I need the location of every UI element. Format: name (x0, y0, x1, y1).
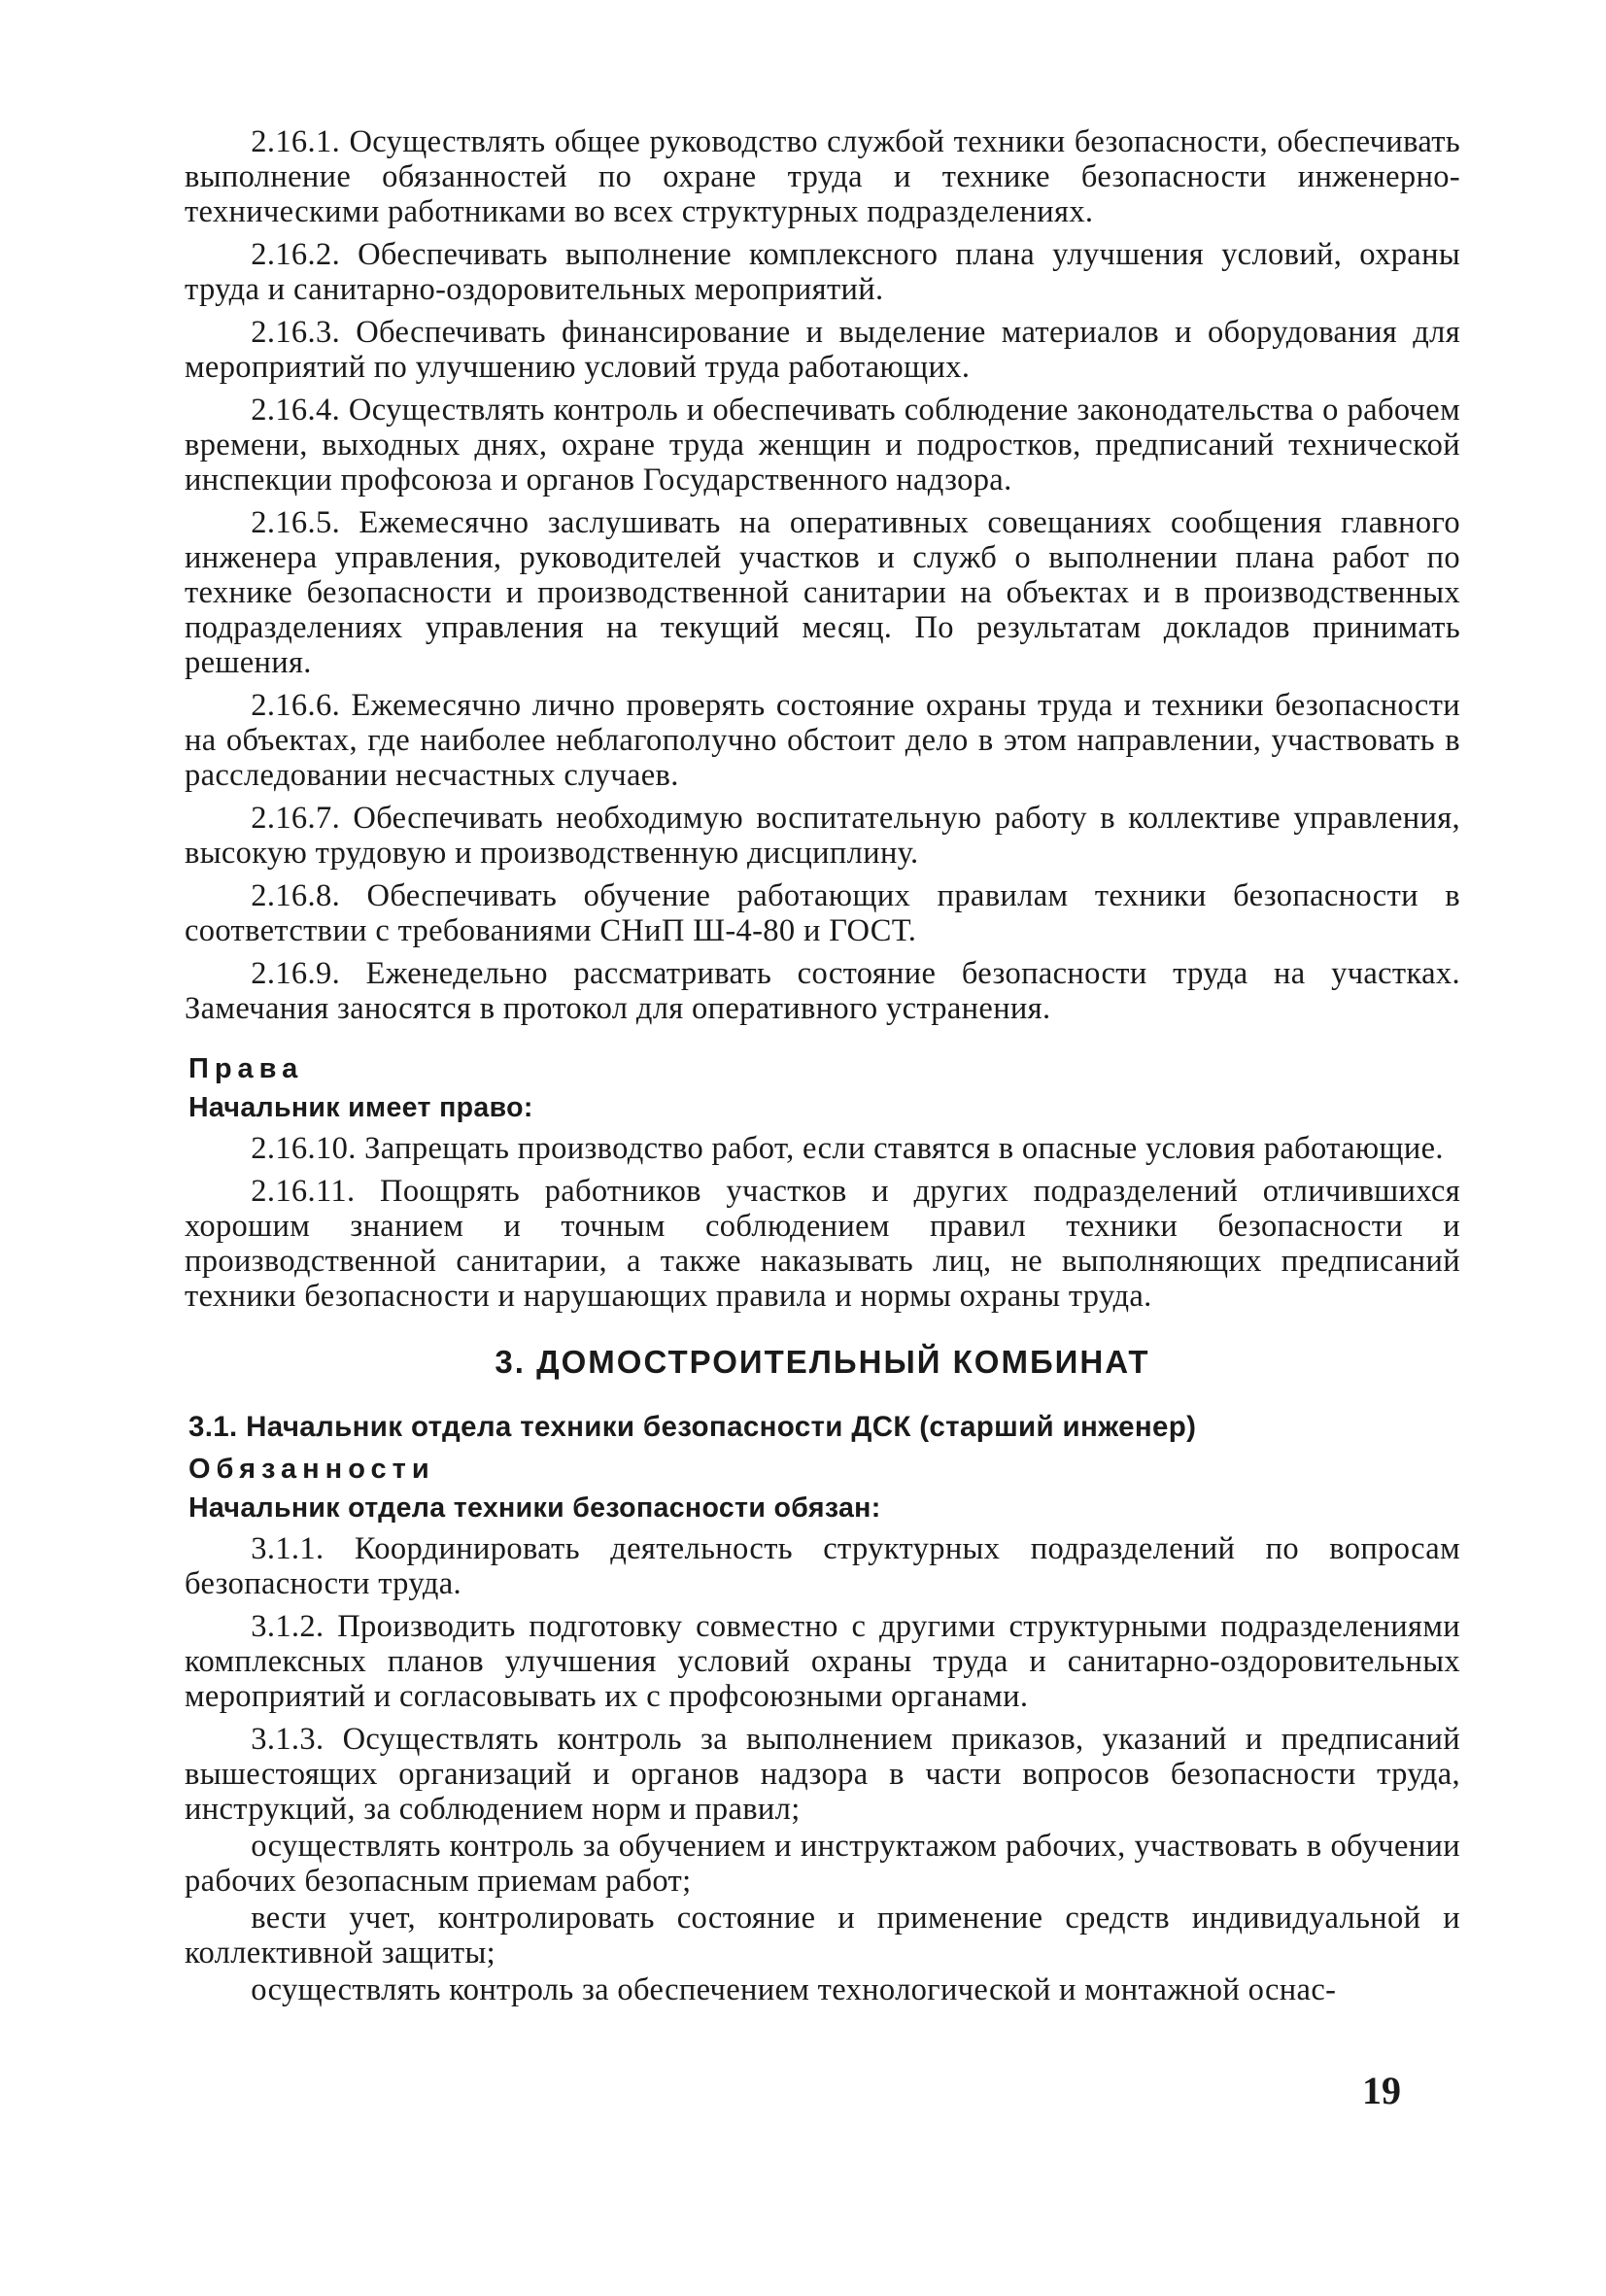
paragraph-2-16-9: 2.16.9. Еженедельно рассматривать состояние безопасности труда на участках. Замечания заносятся в протокол для оперативного устранения. (185, 956, 1460, 1026)
subsection-title: 3.1. Начальник отдела техники безопасности ДСК (старший инженер) (188, 1411, 1197, 1443)
duties-heading: Обязанности (188, 1454, 435, 1485)
paragraph-3-1-3: 3.1.3. Осуществлять контроль за выполнением приказов, указаний и предписаний вышестоящих организаций и органов надзора в части вопросов безопасности труда, инструкций, за соблюдением норм и правил; (185, 1722, 1460, 1827)
section-title: 3. ДОМОСТРОИТЕЛЬНЫЙ КОМБИНАТ (495, 1344, 1150, 1380)
paragraph-2-16-3: 2.16.3. Обеспечивать финансирование и выделение материалов и оборудования для мероприятий по улучшению условий труда работающих. (185, 315, 1460, 385)
duties-intro: Начальник отдела техники безопасности обязан: (188, 1492, 881, 1524)
paragraph-2-16-7: 2.16.7. Обеспечивать необходимую воспитательную работу в коллективе управления, высокую трудовую и производственную дисциплину. (185, 801, 1460, 871)
paragraph-2-16-6: 2.16.6. Ежемесячно лично проверять состояние охраны труда и техники безопасности на объектах, где наиболее неблагополучно обстоит дело в этом направлении, участвовать в расследовании несчастных случаев. (185, 688, 1460, 793)
duty-equipment-control: осуществлять контроль за обеспечением технологической и монтажной оснас- (251, 1972, 1337, 2007)
duty-training-control: осуществлять контроль за обучением и инструктажом рабочих, участвовать в обучении рабочих безопасным приемам работ; (185, 1829, 1460, 1899)
page-number: 19 (1362, 2069, 1401, 2112)
paragraph-2-16-1: 2.16.1. Осуществлять общее руководство службой техники безопасности, обеспечивать выполнение обязанностей по охране труда и технике безопасности инженерно-техническими работниками во всех структурных подразделениях. (185, 124, 1460, 229)
paragraph-2-16-10: 2.16.10. Запрещать производство работ, если ставятся в опасные условия работающие. (251, 1131, 1444, 1166)
paragraph-2-16-5: 2.16.5. Ежемесячно заслушивать на оперативных совещаниях сообщения главного инженера управления, руководителей участков и служб о выполнении плана работ по технике безопасности и производственной санитарии на объектах и в производственных подразделениях управления на текущий месяц. По результатам докладов принимать решения. (185, 505, 1460, 680)
paragraph-3-1-1: 3.1.1. Координировать деятельность структурных подразделений по вопросам безопасности труда. (185, 1531, 1460, 1601)
paragraph-2-16-8: 2.16.8. Обеспечивать обучение работающих правилам техники безопасности в соответствии с требованиями СНиП Ш-4-80 и ГОСТ. (185, 878, 1460, 948)
paragraph-3-1-2: 3.1.2. Производить подготовку совместно с другими структурными подразделениями комплексных планов улучшения условий охраны труда и санитарно-оздоровительных мероприятий и согласовывать их с профсоюзными органами. (185, 1609, 1460, 1714)
duty-protection-means: вести учет, контролировать состояние и применение средств индивидуальной и коллективной защиты; (185, 1901, 1460, 1970)
rights-intro: Начальник имеет право: (188, 1092, 533, 1123)
paragraph-2-16-4: 2.16.4. Осуществлять контроль и обеспечивать соблюдение законодательства о рабочем времени, выходных днях, охране труда женщин и подростков, предписаний технической инспекции профсоюза и органов Государственного надзора. (185, 393, 1460, 497)
body-text (185, 124, 1460, 2007)
paragraph-2-16-2: 2.16.2. Обеспечивать выполнение комплексного плана улучшения условий, охраны труда и санитарно-оздоровительных мероприятий. (185, 237, 1460, 307)
paragraph-2-16-11: 2.16.11. Поощрять работников участков и других подразделений отличившихся хорошим знанием и точным соблюдением правил техники безопасности и производственной санитарии, а также наказывать лиц, не выполняющих предписаний техники безопасности и нарушающих правила и нормы охраны труда. (185, 1174, 1460, 1314)
rights-heading: Права (188, 1053, 304, 1084)
